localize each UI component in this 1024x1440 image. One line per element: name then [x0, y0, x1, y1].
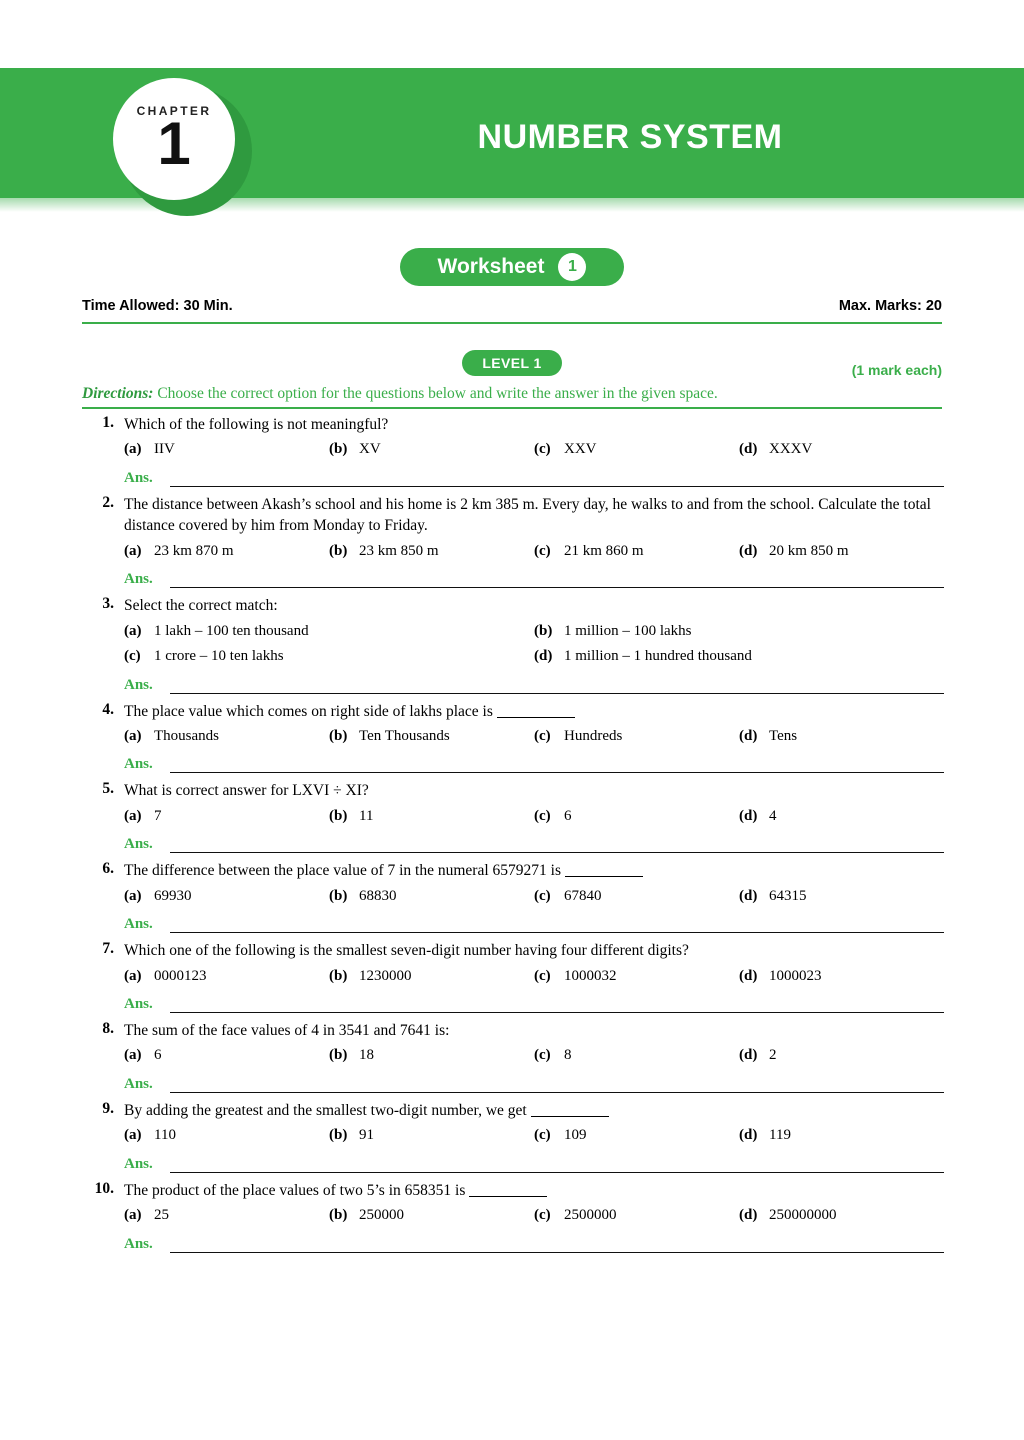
option-value: 1 crore – 10 ten lakhs	[154, 648, 284, 664]
option[interactable]	[124, 1124, 329, 1147]
option[interactable]	[329, 1044, 534, 1067]
option-value: Hundreds	[564, 727, 623, 744]
option-value: XXV	[564, 441, 597, 458]
option-key: (b)	[329, 1127, 348, 1144]
option[interactable]	[329, 540, 534, 563]
answer-row[interactable]	[124, 571, 944, 588]
option-value: 6	[154, 1047, 162, 1064]
option-value: 20 km 850 m	[769, 542, 849, 559]
question-item	[82, 1100, 944, 1173]
question-text-span: The distance between Akash’s school and his home is 2 km 385 m. Every day, he walks to and from the school. Calculate the total distance covered by him from Monday to Friday.	[124, 495, 931, 535]
option-value: 109	[564, 1127, 587, 1144]
option-key: (b)	[329, 807, 348, 824]
question-text-span: The difference between the place value of 7 in the numeral 6579271 is	[124, 862, 565, 880]
page-header	[0, 0, 1024, 230]
question-item	[82, 860, 944, 933]
question-text	[124, 595, 944, 616]
option[interactable]	[124, 438, 329, 461]
option[interactable]	[329, 725, 534, 748]
option-row	[124, 885, 944, 908]
option-key: (b)	[329, 887, 348, 904]
question-text-span: The product of the place values of two 5’s in 658351 is	[124, 1181, 470, 1199]
option[interactable]	[124, 540, 329, 563]
option-value: 1000023	[769, 967, 822, 984]
option-row	[124, 1044, 944, 1067]
answer-label: Ans.	[124, 836, 153, 853]
option-key: (c)	[124, 648, 141, 664]
option-key: (c)	[534, 807, 551, 824]
answer-row[interactable]	[124, 916, 944, 933]
answer-row[interactable]	[124, 996, 944, 1013]
option[interactable]	[124, 725, 329, 748]
option-key: (c)	[534, 967, 551, 984]
option-value: 250000000	[769, 1207, 837, 1224]
question-item	[82, 414, 944, 487]
answer-row[interactable]	[124, 1156, 944, 1173]
option-value: 23 km 870 m	[154, 542, 234, 559]
option-value: 0000123	[154, 967, 207, 984]
option-row	[124, 805, 944, 828]
option[interactable]	[534, 645, 944, 668]
question-text-span: The place value which comes on right side of lakhs place is	[124, 702, 497, 720]
option-key: (d)	[739, 727, 758, 744]
option-value: 119	[769, 1127, 791, 1144]
option[interactable]	[329, 965, 534, 988]
option-value: 67840	[564, 887, 602, 904]
question-text	[124, 414, 944, 435]
directions-divider	[82, 407, 942, 409]
answer-label: Ans.	[124, 1075, 153, 1092]
option-key: (d)	[739, 1207, 758, 1224]
option[interactable]	[739, 725, 944, 748]
time-allowed: Time Allowed: 30 Min.	[82, 298, 233, 314]
option[interactable]	[534, 725, 739, 748]
answer-row[interactable]	[124, 756, 944, 773]
option-value: Ten Thousands	[359, 727, 450, 744]
option-key: (d)	[739, 1047, 758, 1064]
fill-blank	[497, 717, 575, 718]
question-number: 9.	[102, 1099, 114, 1117]
option-value: 1 million – 100 lakhs	[564, 622, 692, 639]
option-key: (d)	[739, 542, 758, 559]
option-value: 64315	[769, 887, 807, 904]
option-value: 1000032	[564, 967, 617, 984]
option-key: (b)	[329, 727, 348, 744]
option-key: (d)	[739, 967, 758, 984]
question-number: 2.	[102, 493, 114, 511]
option-key: (b)	[329, 967, 348, 984]
question-text	[124, 940, 944, 961]
answer-blank[interactable]	[170, 1001, 944, 1013]
chapter-number: 1	[157, 110, 191, 177]
option-value: 23 km 850 m	[359, 542, 439, 559]
question-text-span: By adding the greatest and the smallest two-digit number, we get	[124, 1101, 531, 1119]
answer-label: Ans.	[124, 676, 153, 693]
option-key: (d)	[739, 807, 758, 824]
answer-blank[interactable]	[170, 682, 944, 694]
option-row	[124, 725, 944, 748]
option[interactable]	[329, 1124, 534, 1147]
max-marks: Max. Marks: 20	[838, 298, 942, 314]
answer-blank[interactable]	[170, 576, 944, 588]
option[interactable]	[739, 805, 944, 828]
question-text	[124, 1100, 944, 1121]
chapter-badge	[113, 78, 235, 200]
option-value: XXXV	[769, 441, 813, 458]
option[interactable]	[739, 1044, 944, 1067]
option[interactable]	[534, 805, 739, 828]
answer-label: Ans.	[124, 996, 153, 1012]
option-value: 1 million – 1 hundred thousand	[564, 648, 752, 664]
fill-blank	[531, 1116, 609, 1117]
option[interactable]	[534, 965, 739, 988]
option-key: (c)	[534, 441, 551, 458]
option-key: (a)	[124, 727, 142, 744]
option-key: (c)	[534, 1047, 551, 1064]
option-value: 68830	[359, 887, 397, 904]
answer-label: Ans.	[124, 916, 153, 933]
option-value: 6	[564, 807, 572, 824]
worksheet-label: Worksheet	[437, 255, 545, 278]
option-row	[124, 540, 944, 563]
answer-label: Ans.	[124, 469, 153, 486]
question-text	[124, 494, 944, 537]
option[interactable]	[124, 805, 329, 828]
fill-blank	[469, 1196, 547, 1197]
question-item	[82, 780, 944, 853]
answer-blank[interactable]	[170, 1081, 944, 1093]
option-value: 91	[359, 1127, 374, 1144]
worksheet-number: 1	[558, 253, 586, 281]
option[interactable]	[329, 1204, 534, 1227]
option-key: (d)	[739, 1127, 758, 1144]
question-text	[124, 1180, 944, 1201]
option-row	[124, 438, 944, 461]
option-key: (c)	[534, 887, 551, 904]
worksheet-meta	[82, 298, 942, 314]
question-item	[82, 494, 944, 588]
option-key: (d)	[534, 648, 553, 664]
worksheet-badge	[400, 248, 624, 286]
option-key: (b)	[329, 1047, 348, 1064]
option-key: (a)	[124, 1207, 142, 1224]
answer-label: Ans.	[124, 1155, 153, 1172]
option-key: (a)	[124, 441, 142, 458]
level-badge: LEVEL 1	[462, 350, 562, 376]
option[interactable]	[329, 438, 534, 461]
option-value: 18	[359, 1047, 374, 1064]
answer-row[interactable]	[124, 677, 944, 694]
answer-blank[interactable]	[170, 841, 944, 853]
question-number: 10.	[94, 1179, 114, 1197]
question-text	[124, 1020, 944, 1041]
option-key: (b)	[534, 622, 553, 639]
option-row	[124, 645, 944, 668]
question-text	[124, 780, 944, 801]
question-number: 8.	[102, 1020, 114, 1037]
directions-label: Directions:	[82, 385, 154, 402]
option[interactable]	[124, 1044, 329, 1067]
option-row	[124, 1204, 944, 1227]
option-value: 4	[769, 807, 777, 824]
option-value: 7	[154, 807, 162, 824]
option[interactable]	[124, 645, 534, 668]
option[interactable]	[124, 885, 329, 908]
option[interactable]	[329, 805, 534, 828]
answer-row[interactable]	[124, 470, 944, 487]
option[interactable]	[534, 540, 739, 563]
answer-blank[interactable]	[170, 1241, 944, 1253]
answer-row[interactable]	[124, 1076, 944, 1093]
option-key: (d)	[739, 441, 758, 458]
option-value: IIV	[154, 441, 175, 458]
option-value: 1 lakh – 100 ten thousand	[154, 622, 309, 639]
option[interactable]	[739, 885, 944, 908]
option-key: (a)	[124, 542, 142, 559]
answer-row[interactable]	[124, 836, 944, 853]
option[interactable]	[739, 540, 944, 563]
option-key: (a)	[124, 967, 142, 984]
question-number: 4.	[102, 700, 114, 718]
option-value: XV	[359, 441, 381, 458]
question-item	[82, 701, 944, 774]
option[interactable]	[534, 438, 739, 461]
question-item	[82, 1020, 944, 1093]
option-value: Thousands	[154, 727, 219, 744]
question-text-span: Which of the following is not meaningful?	[124, 416, 389, 433]
option-value: Tens	[769, 727, 798, 744]
option[interactable]	[739, 1124, 944, 1147]
question-item	[82, 595, 944, 693]
page-title: NUMBER SYSTEM	[477, 118, 783, 156]
questions-list	[82, 414, 944, 1260]
option-key: (c)	[534, 542, 551, 559]
directions	[82, 385, 942, 403]
option[interactable]	[534, 620, 944, 643]
option-key: (b)	[329, 1207, 348, 1224]
option[interactable]	[329, 885, 534, 908]
option-row	[124, 965, 944, 988]
meta-divider	[82, 322, 942, 324]
answer-blank[interactable]	[170, 475, 944, 487]
option-key: (b)	[329, 441, 348, 458]
option-row	[124, 1124, 944, 1147]
option[interactable]	[124, 965, 329, 988]
option[interactable]	[124, 1204, 329, 1227]
option-key: (b)	[329, 542, 348, 559]
answer-blank[interactable]	[170, 921, 944, 933]
question-text-span: Which one of the following is the smallest seven-digit number having four different digits?	[124, 942, 689, 960]
option[interactable]	[124, 620, 534, 643]
option-key: (a)	[124, 1127, 142, 1144]
question-number: 7.	[102, 940, 114, 958]
option-row	[124, 620, 944, 643]
question-number: 5.	[102, 780, 114, 798]
question-number: 6.	[102, 860, 114, 878]
option-key: (a)	[124, 887, 142, 904]
marks-each-label: (1 mark each)	[851, 362, 942, 378]
option-value: 8	[564, 1047, 572, 1064]
option-value: 250000	[359, 1207, 404, 1224]
option-key: (c)	[534, 727, 551, 744]
option-key: (c)	[534, 1127, 551, 1144]
fill-blank	[565, 876, 643, 877]
option[interactable]	[739, 1204, 944, 1227]
question-text-span: The sum of the face values of 4 in 3541 and 7641 is:	[124, 1022, 450, 1039]
option-key: (a)	[124, 622, 142, 639]
option-key: (d)	[739, 887, 758, 904]
question-text-span: What is correct answer for LXVI ÷ XI?	[124, 782, 369, 800]
question-text	[124, 701, 944, 722]
question-item	[82, 1180, 944, 1253]
chapter-label: CHAPTER	[136, 104, 212, 118]
question-text-span: Select the correct match:	[124, 597, 278, 615]
option[interactable]	[534, 1124, 739, 1147]
option[interactable]	[739, 438, 944, 461]
question-number: 1.	[102, 414, 114, 431]
option-key: (a)	[124, 807, 142, 824]
answer-label: Ans.	[124, 1235, 153, 1252]
question-text	[124, 860, 944, 881]
answer-blank[interactable]	[170, 1161, 944, 1173]
option-value: 110	[154, 1127, 176, 1144]
answer-blank[interactable]	[170, 761, 944, 773]
option-value: 2500000	[564, 1207, 617, 1224]
option-value: 69930	[154, 887, 192, 904]
option-key: (a)	[124, 1047, 142, 1064]
option[interactable]	[739, 965, 944, 988]
directions-text: Choose the correct option for the questions below and write the answer in the given space.	[157, 385, 718, 402]
answer-label: Ans.	[124, 756, 153, 773]
answer-label: Ans.	[124, 571, 153, 588]
option-value: 21 km 860 m	[564, 542, 644, 559]
option-key: (c)	[534, 1207, 551, 1224]
option[interactable]	[534, 1204, 739, 1227]
question-number: 3.	[102, 595, 114, 613]
answer-row[interactable]	[124, 1236, 944, 1253]
option-value: 11	[359, 807, 374, 824]
option[interactable]	[534, 885, 739, 908]
option-value: 1230000	[359, 967, 412, 984]
option-value: 2	[769, 1047, 777, 1064]
question-item	[82, 940, 944, 1013]
option-value: 25	[154, 1207, 169, 1224]
option[interactable]	[534, 1044, 739, 1067]
